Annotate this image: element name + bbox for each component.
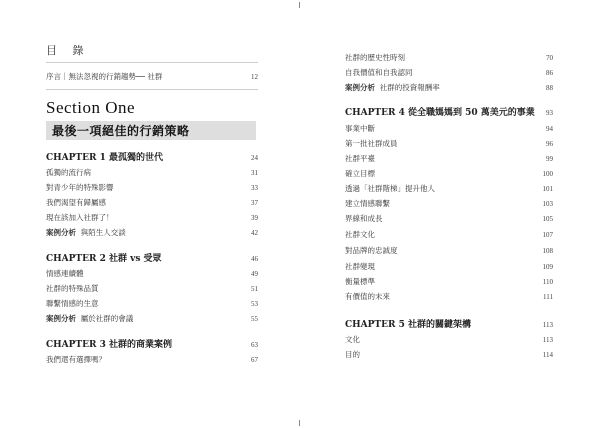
entry-title: 對青少年的特殊影響 bbox=[46, 183, 114, 192]
entry-page: 42 bbox=[251, 229, 258, 237]
entry-title: 序言｜無法忽視的行銷趨勢── 社群 bbox=[46, 72, 163, 81]
entry-page: 49 bbox=[251, 270, 258, 278]
entry-page: 111 bbox=[543, 293, 553, 301]
toc-entry[interactable] bbox=[46, 212, 258, 223]
toc-entry[interactable] bbox=[345, 291, 553, 302]
entry-page: 51 bbox=[251, 285, 258, 293]
entry-page: 46 bbox=[251, 255, 258, 263]
entry-page: 109 bbox=[542, 263, 553, 271]
entry-page: 53 bbox=[251, 300, 258, 308]
entry-title: 社群變現 bbox=[345, 262, 375, 271]
toc-entry[interactable] bbox=[46, 182, 258, 193]
entry-page: 107 bbox=[542, 231, 553, 239]
toc-entry[interactable] bbox=[345, 67, 553, 78]
entry-page: 24 bbox=[251, 154, 258, 162]
toc-chapter-4[interactable] bbox=[345, 105, 553, 118]
toc-entry[interactable] bbox=[345, 123, 553, 134]
entry-title: 文化 bbox=[345, 335, 360, 344]
entry-title: 聯繫情感的生意 bbox=[46, 299, 99, 308]
toc-entry[interactable] bbox=[345, 168, 553, 179]
entry-title: 情感連續體 bbox=[46, 269, 84, 278]
entry-title: 對品牌的忠誠度 bbox=[345, 246, 398, 255]
entry-page: 67 bbox=[251, 356, 258, 364]
entry-page: 100 bbox=[542, 170, 553, 178]
entry-page: 70 bbox=[546, 54, 553, 62]
case-text: 屬於社群的會議 bbox=[80, 314, 134, 323]
chapter-title: CHAPTER 2 社群 vs 受眾 bbox=[46, 254, 162, 264]
entry-title: 社群文化 bbox=[345, 230, 375, 239]
entry-page: 12 bbox=[251, 73, 258, 81]
toc-chapter-3[interactable] bbox=[46, 337, 258, 350]
entry-page: 105 bbox=[542, 215, 553, 223]
entry-page: 63 bbox=[251, 341, 258, 349]
entry-title bbox=[46, 227, 126, 238]
toc-entry[interactable] bbox=[345, 52, 553, 63]
toc-chapter-5[interactable] bbox=[345, 317, 553, 330]
case-label: 案例分析 bbox=[345, 83, 375, 92]
toc-entry[interactable] bbox=[46, 197, 258, 208]
divider bbox=[46, 89, 258, 90]
toc-chapter-1[interactable] bbox=[46, 150, 258, 163]
toc-entry[interactable] bbox=[345, 213, 553, 224]
toc-entry[interactable] bbox=[345, 334, 553, 345]
entry-title: 界線和成長 bbox=[345, 214, 383, 223]
entry-title: 我們還有選擇嗎？ bbox=[46, 355, 106, 364]
case-text: 社群的投資報酬率 bbox=[379, 83, 440, 92]
right-page bbox=[300, 0, 600, 428]
toc-entry[interactable] bbox=[345, 198, 553, 209]
toc-entry-case[interactable] bbox=[345, 82, 553, 93]
entry-title: 社群的特殊品質 bbox=[46, 284, 99, 293]
entry-title: 衡量標準 bbox=[345, 277, 375, 286]
entry-page: 39 bbox=[251, 214, 258, 222]
toc-entry-case[interactable] bbox=[46, 313, 258, 324]
case-label: 案例分析 bbox=[46, 314, 76, 323]
entry-page: 103 bbox=[542, 200, 553, 208]
entry-title bbox=[46, 313, 133, 324]
entry-page: 55 bbox=[251, 315, 258, 323]
toc-entry[interactable] bbox=[46, 354, 258, 365]
entry-page: 108 bbox=[542, 247, 553, 255]
toc-entry[interactable] bbox=[345, 229, 553, 240]
entry-title: 有價值的未來 bbox=[345, 292, 390, 301]
entry-title: 透過「社群階梯」提升他人 bbox=[345, 184, 435, 193]
entry-page: 113 bbox=[542, 321, 553, 329]
entry-page: 93 bbox=[546, 109, 553, 117]
chapter-title: CHAPTER 1 最孤獨的世代 bbox=[46, 153, 163, 163]
divider bbox=[46, 62, 258, 63]
entry-page: 94 bbox=[546, 125, 553, 133]
case-text: 與陌生人交談 bbox=[80, 228, 126, 237]
entry-title: 社群平臺 bbox=[345, 154, 375, 163]
entry-page: 86 bbox=[546, 69, 553, 77]
entry-page: 31 bbox=[251, 169, 258, 177]
entry-page: 37 bbox=[251, 199, 258, 207]
entry-title: 現在該加入社群了！ bbox=[46, 213, 114, 222]
section-label: Section One bbox=[46, 98, 136, 117]
toc-entry[interactable] bbox=[345, 245, 553, 256]
toc-entry[interactable] bbox=[345, 138, 553, 149]
entry-title bbox=[345, 82, 440, 93]
section-title: 最後一項絕佳的行銷策略 bbox=[52, 124, 190, 138]
entry-page: 110 bbox=[542, 278, 553, 286]
entry-page: 96 bbox=[546, 140, 553, 148]
toc-entry[interactable] bbox=[345, 153, 553, 164]
chapter-title: CHAPTER 4 從全職媽媽到 50 萬美元的事業 bbox=[345, 108, 535, 118]
toc-heading: 目 錄 bbox=[46, 44, 90, 57]
entry-title: 第一批社群成員 bbox=[345, 139, 398, 148]
toc-entry-preface[interactable] bbox=[46, 71, 258, 82]
toc-chapter-2[interactable] bbox=[46, 251, 258, 264]
entry-page: 114 bbox=[542, 351, 553, 359]
entry-title: 我們渴望有歸屬感 bbox=[46, 198, 106, 207]
entry-title: 自我價值和自我認同 bbox=[345, 68, 413, 77]
entry-title: 社群的歷史性時刻 bbox=[345, 53, 405, 62]
entry-title: 確立目標 bbox=[345, 169, 375, 178]
toc-entry[interactable] bbox=[345, 349, 553, 360]
entry-page: 88 bbox=[546, 84, 553, 92]
chapter-title: CHAPTER 5 社群的關鍵架構 bbox=[345, 320, 471, 330]
entry-title: 建立情感聯繫 bbox=[345, 199, 390, 208]
entry-title: 事業中斷 bbox=[345, 124, 375, 133]
toc-entry[interactable] bbox=[46, 298, 258, 309]
entry-page: 113 bbox=[542, 336, 553, 344]
toc-entry[interactable] bbox=[345, 183, 553, 194]
toc-entry[interactable] bbox=[46, 167, 258, 178]
toc-entry-case[interactable] bbox=[46, 227, 258, 238]
toc-entry[interactable] bbox=[345, 261, 553, 272]
toc-entry[interactable] bbox=[345, 276, 553, 287]
toc-entry[interactable] bbox=[46, 268, 258, 279]
case-label: 案例分析 bbox=[46, 228, 76, 237]
toc-entry[interactable] bbox=[46, 283, 258, 294]
entry-page: 99 bbox=[546, 155, 553, 163]
entry-title: 目的 bbox=[345, 350, 360, 359]
entry-title: 孤獨的流行病 bbox=[46, 168, 91, 177]
chapter-title: CHAPTER 3 社群的商業案例 bbox=[46, 340, 172, 350]
entry-page: 101 bbox=[542, 185, 553, 193]
entry-page: 33 bbox=[251, 184, 258, 192]
